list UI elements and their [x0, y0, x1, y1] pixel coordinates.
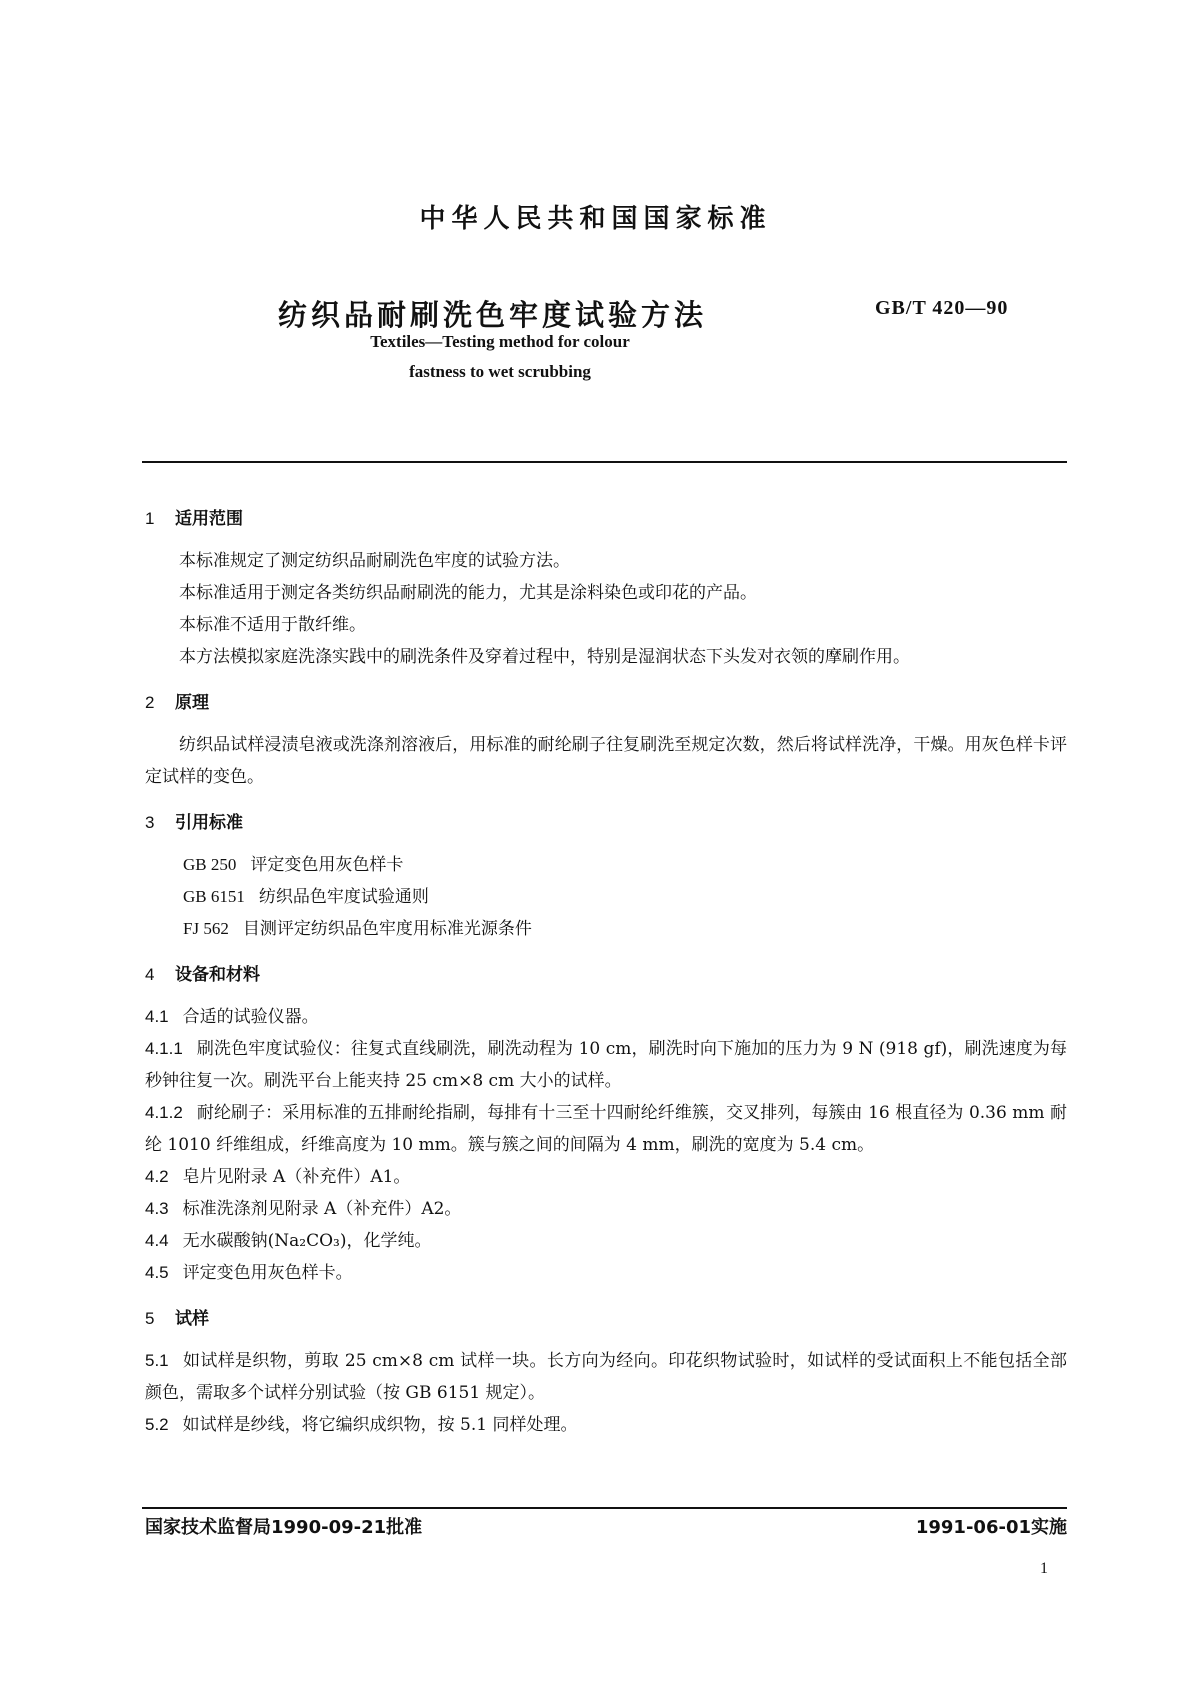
clause: [145, 1193, 1067, 1225]
section-heading: [145, 959, 1067, 1001]
reference-item: [145, 881, 1067, 913]
reference-title: 纺织品色牢度试验通则: [258, 887, 429, 907]
clause-number: 4.5: [145, 1263, 169, 1282]
clause-text: 如试样是纱线，将它编织成织物，按 5.1 同样处理。: [182, 1415, 578, 1435]
clause-number: 4.4: [145, 1231, 169, 1250]
english-title-line2: fastness to wet scrubbing: [409, 362, 591, 381]
national-standard-title: 中华人民共和国国家标准: [419, 204, 772, 234]
standard-code: GB/T 420—90: [875, 297, 1009, 319]
reference-item: [145, 849, 1067, 881]
reference-title: 目测评定纺织品色牢度用标准光源条件: [242, 919, 532, 939]
clause-text: 皂片见附录 A（补充件）A1。: [182, 1167, 411, 1187]
reference-code: FJ 562: [183, 919, 229, 938]
clause: [145, 1345, 1067, 1409]
clause: [145, 1033, 1067, 1097]
clause: [145, 1097, 1067, 1161]
clause-number: 4.2: [145, 1167, 169, 1186]
section-number: 3: [145, 813, 155, 832]
clause-text: 合适的试验仪器。: [182, 1007, 319, 1027]
reference-item: [145, 913, 1067, 945]
reference-title: 评定变色用灰色样卡: [250, 855, 404, 875]
section-1: [145, 503, 1067, 673]
clause-text: 刷洗色牢度试验仪：往复式直线刷洗，刷洗动程为 10 cm，刷洗时向下施加的压力为 9 N (918 gf)，刷洗速度为每秒钟往复一次。刷洗平台上能夹持 25 cm×8 cm 大小的试样。: [145, 1039, 1067, 1091]
section-2: [145, 687, 1067, 793]
clause-text: 评定变色用灰色样卡。: [182, 1263, 353, 1283]
section-heading: [145, 503, 1067, 545]
section-title: 适用范围: [175, 509, 243, 529]
footer-divider: [142, 1507, 1067, 1509]
section-number: 1: [145, 509, 155, 528]
section-title: 原理: [175, 693, 209, 713]
paragraph: 本标准规定了测定纺织品耐刷洗色牢度的试验方法。: [179, 551, 570, 571]
approval-note: 国家技术监督局1990-09-21批准: [145, 1517, 423, 1538]
reference-code: GB 250: [183, 855, 237, 874]
english-title-line1: Textiles—Testing method for colour: [370, 332, 630, 351]
paragraph: 本方法模拟家庭洗涤实践中的刷洗条件及穿着过程中，特别是湿润状态下头发对衣领的摩刷作用。: [179, 647, 910, 667]
clause: [145, 1409, 1067, 1441]
page-number: 1: [1040, 1560, 1048, 1577]
document-body: [145, 503, 1067, 1455]
clause-number: 4.1.2: [145, 1103, 183, 1122]
section-title: 引用标准: [175, 813, 243, 833]
clause-text: 标准洗涤剂见附录 A（补充件）A2。: [182, 1199, 462, 1219]
section-number: 4: [145, 965, 155, 984]
section-title: 试样: [175, 1309, 209, 1329]
section-heading: [145, 1303, 1067, 1345]
section-5: [145, 1303, 1067, 1441]
section-title: 设备和材料: [175, 965, 260, 985]
clause-number: 4.1.1: [145, 1039, 183, 1058]
clause-text: 无水碳酸钠(Na₂CO₃)，化学纯。: [182, 1231, 432, 1251]
section-heading: [145, 687, 1067, 729]
section-heading: [145, 807, 1067, 849]
clause: [145, 1225, 1067, 1257]
clause-number: 5.1: [145, 1351, 169, 1370]
section-number: 5: [145, 1309, 155, 1328]
header-divider: [142, 461, 1067, 463]
paragraph: 纺织品试样浸渍皂液或洗涤剂溶液后，用标准的耐纶刷子往复刷洗至规定次数，然后将试样洗净，干燥。用灰色样卡评定试样的变色。: [145, 735, 1067, 787]
clause-text: 如试样是织物，剪取 25 cm×8 cm 试样一块。长方向为经向。印花织物试验时，如试样的受试面积上不能包括全部颜色，需取多个试样分别试验（按 GB 6151 规定）。: [145, 1351, 1067, 1403]
clause-number: 5.2: [145, 1415, 169, 1434]
clause-number: 4.3: [145, 1199, 169, 1218]
paragraph: 本标准不适用于散纤维。: [179, 615, 366, 635]
reference-code: GB 6151: [183, 887, 245, 906]
section-3: [145, 807, 1067, 945]
section-number: 2: [145, 693, 155, 712]
paragraph: 本标准适用于测定各类纺织品耐刷洗的能力，尤其是涂料染色或印花的产品。: [179, 583, 757, 603]
section-4: [145, 959, 1067, 1289]
clause: [145, 1001, 1067, 1033]
clause-number: 4.1: [145, 1007, 169, 1026]
clause: [145, 1257, 1067, 1289]
clause-text: 耐纶刷子：采用标准的五排耐纶指刷，每排有十三至十四耐纶纤维簇，交叉排列，每簇由 16 根直径为 0.36 mm 耐纶 1010 纤维组成，纤维高度为 10 mm。簇与簇之间的间隔为 4 mm，刷洗的宽度为 5.4 cm。: [145, 1103, 1067, 1155]
effective-date-note: 1991-06-01实施: [915, 1517, 1067, 1538]
document-title: 纺织品耐刷洗色牢度试验方法: [278, 298, 708, 332]
clause: [145, 1161, 1067, 1193]
